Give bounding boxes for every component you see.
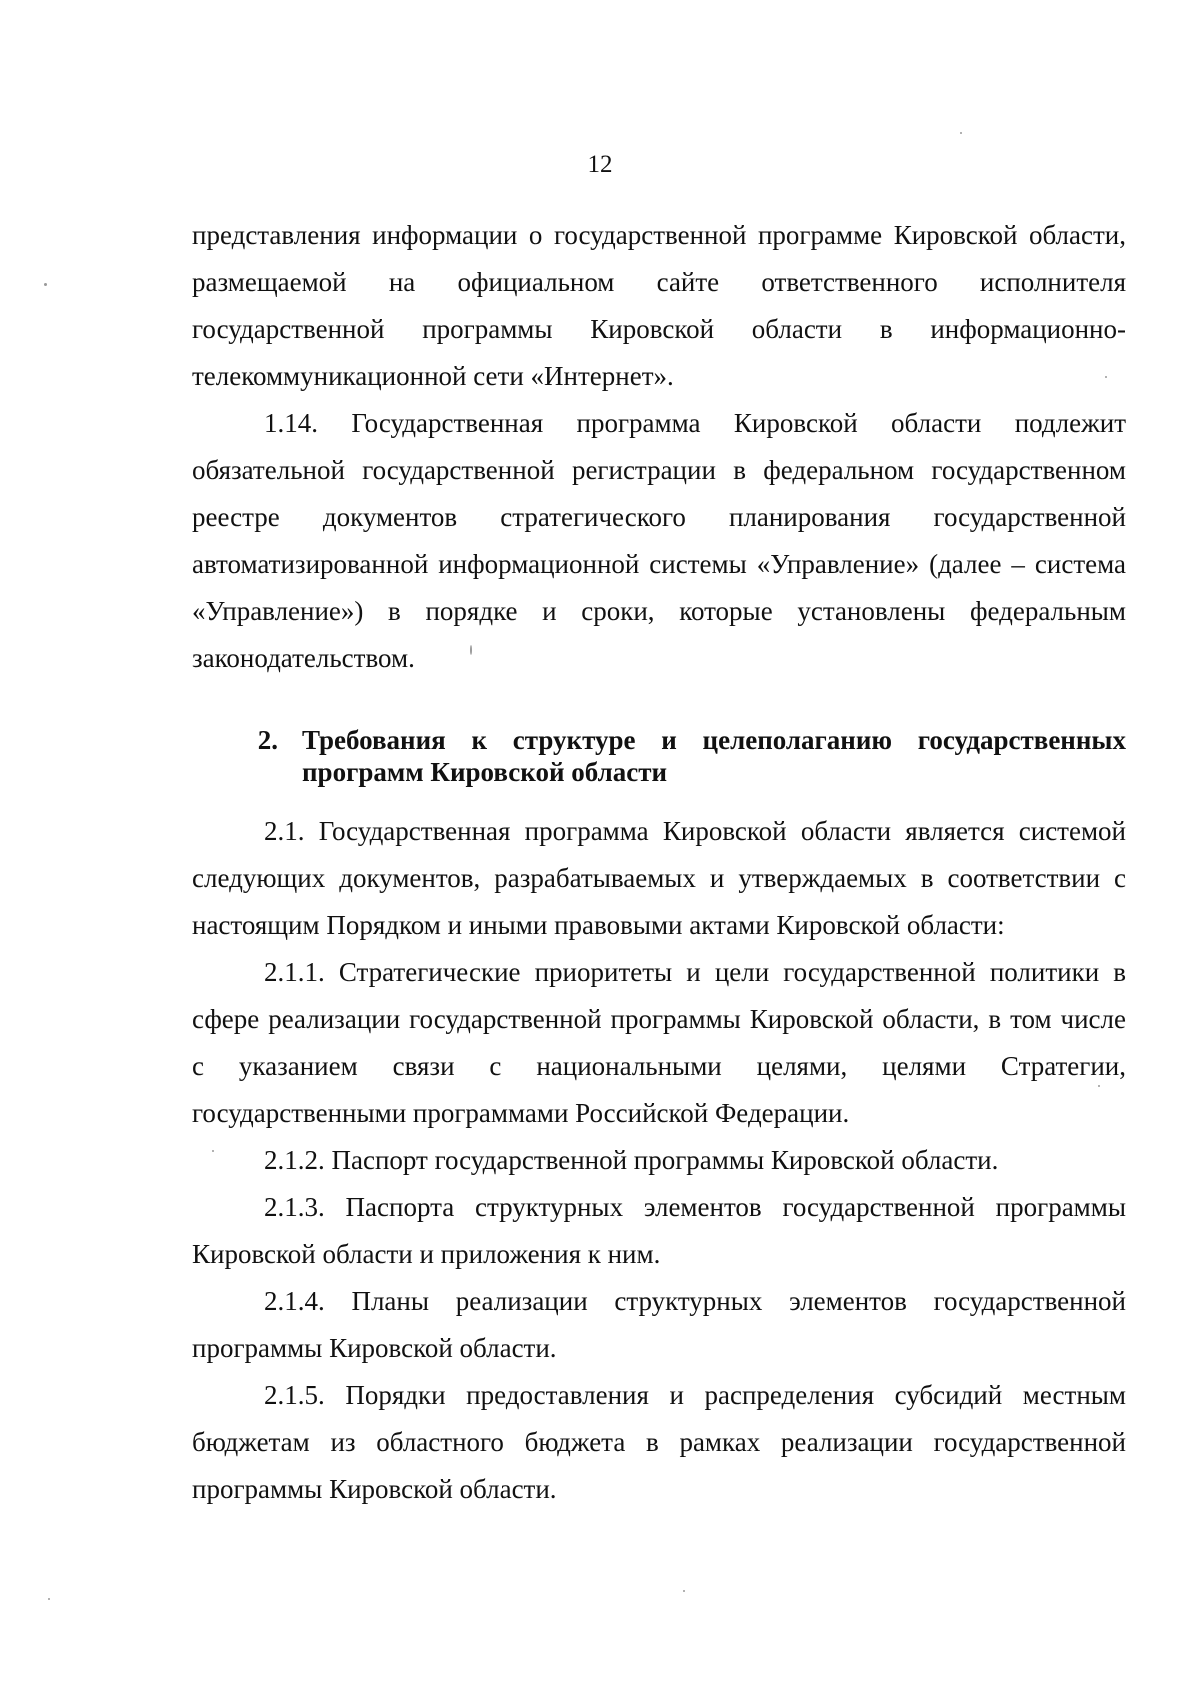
scan-speck bbox=[1098, 1085, 1100, 1087]
page-number: 12 bbox=[587, 151, 613, 178]
paragraph-intro-continuation: представления информации о государственной программе Кировской области, размещаемой на официальном сайте ответственного исполнителя государственной программы Кировской области в информационно-телекоммуникационной сети «Интернет». bbox=[192, 220, 1126, 391]
scan-speck bbox=[44, 283, 47, 286]
paragraph-2-1-2: 2.1.2. Паспорт государственной программы Кировской области. bbox=[264, 1145, 999, 1175]
scan-speck bbox=[48, 1598, 50, 1600]
scan-speck bbox=[960, 132, 962, 134]
document-body bbox=[192, 212, 1126, 1513]
paragraph-2-1: 2.1. Государственная программа Кировской области является системой следующих документов, разрабатываемых и утверждаемых в соответствии с настоящим Порядком и иными правовыми актами Кировской области: bbox=[192, 816, 1126, 940]
paragraph-2-1-3: 2.1.3. Паспорта структурных элементов государственной программы Кировской области и приложения к ним. bbox=[192, 1192, 1126, 1269]
section-heading-title: Требования к структуре и целеполаганию государственных программ Кировской области bbox=[302, 725, 1126, 787]
section-heading bbox=[192, 724, 1126, 788]
paragraph-1-14: 1.14. Государственная программа Кировской области подлежит обязательной государственной регистрации в федеральном государственном реестре документов стратегического планирования государственной автоматизированной информационной системы «Управление» (далее – система «Управление») в порядке и сроки, которые установлены федеральным законодательством. bbox=[192, 408, 1126, 673]
paragraph-2-1-1: 2.1.1. Стратегические приоритеты и цели государственной политики в сфере реализации государственной программы Кировской области, в том числе с указанием связи с национальными целями, целями Стратегии, государственными программами Российской Федерации. bbox=[192, 957, 1126, 1128]
scan-speck bbox=[683, 1590, 685, 1592]
scan-speck bbox=[212, 1150, 214, 1152]
paragraph-2-1-4: 2.1.4. Планы реализации структурных элементов государственной программы Кировской области. bbox=[192, 1286, 1126, 1363]
paragraph-2-1-5: 2.1.5. Порядки предоставления и распределения субсидий местным бюджетам из областного бюджета в рамках реализации государственной программы Кировской области. bbox=[192, 1380, 1126, 1504]
scan-speck bbox=[1105, 376, 1107, 378]
section-heading-number: 2. bbox=[257, 725, 278, 755]
scan-speck bbox=[470, 645, 472, 655]
